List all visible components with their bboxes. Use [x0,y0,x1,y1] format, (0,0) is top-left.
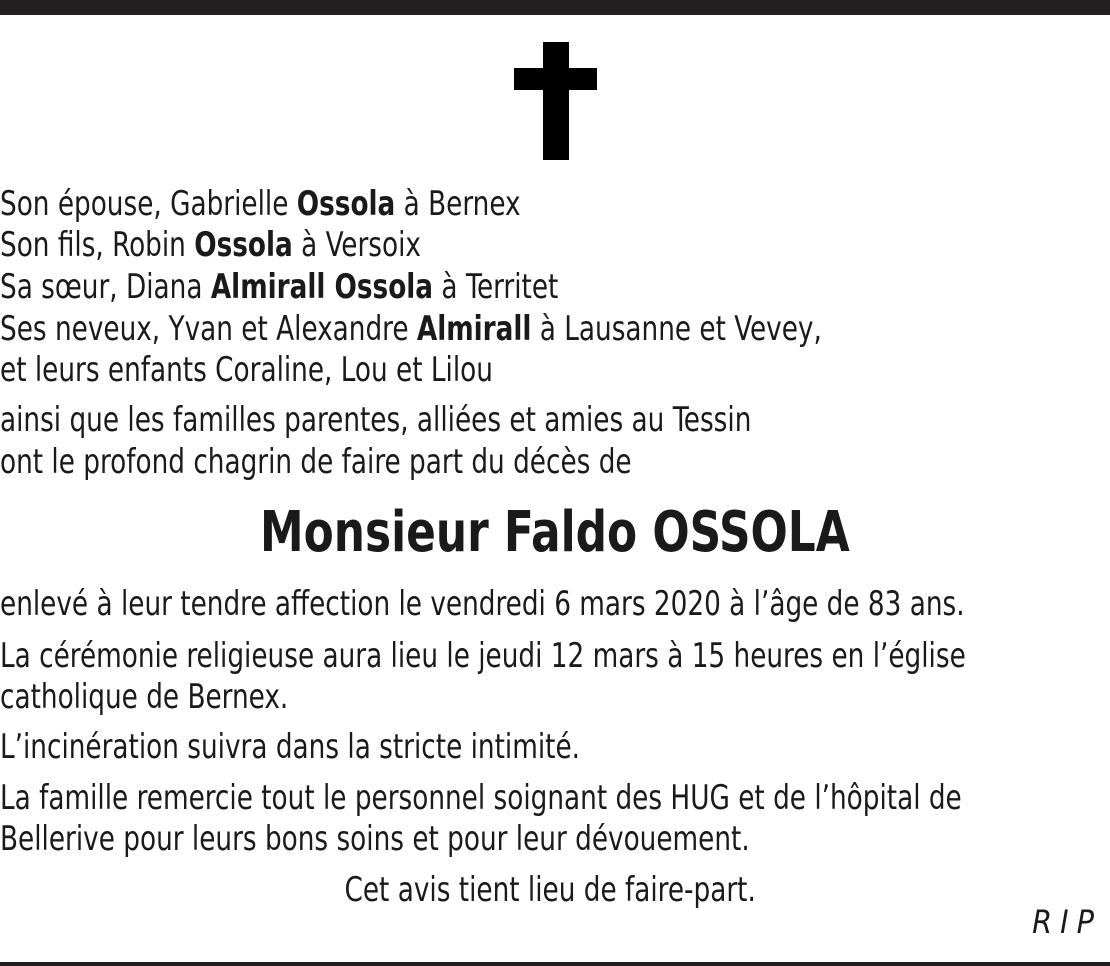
body-line-thanks-2: Bellerive pour leurs bons soins et pour leur dévouement. [0,819,750,859]
intro-line-2: ont le profond chagrin de faire part du décès de [0,442,632,482]
family-line-children: et leurs enfants Coraline, Lou et Lilou [0,350,493,390]
family-line-nephews: Ses neveux, Yvan et Alexandre Almirall à Lausanne et Vevey, [0,309,822,349]
family-line-son: Son fils, Robin Ossola à Versoix [0,225,421,265]
body-line-ceremony-2: catholique de Bernex. [0,677,289,717]
body-line-ceremony-1: La cérémonie religieuse aura lieu le jeudi 12 mars à 15 heures en l’église [0,636,966,676]
family-line-sister: Sa sœur, Diana Almirall Ossola à Territet [0,267,559,307]
closing-line: Cet avis tient lieu de faire-part. [344,870,756,910]
family-surname: Almirall Ossola [210,267,434,307]
family-line-spouse: Son épouse, Gabrielle Ossola à Bernex [0,184,521,224]
bottom-rule [0,962,1110,966]
family-surname: Ossola [296,184,396,224]
top-rule [0,0,1110,15]
family-surname: Almirall [416,309,532,349]
body-line-cremation: L’incinération suivra dans la stricte intimité. [0,727,581,767]
intro-line-1: ainsi que les familles parentes, alliées et amies au Tessin [0,400,752,440]
body-line-thanks-1: La famille remercie tout le personnel soignant des HUG et de l’hôpital de [0,778,962,818]
rip-signature: RIP [1032,903,1102,941]
family-surname: Ossola [194,225,293,265]
deceased-name: Monsieur Faldo OSSOLA [260,500,850,565]
body-line-death: enlevé à leur tendre affection le vendredi 6 mars 2020 à l’âge de 83 ans. [0,584,965,624]
